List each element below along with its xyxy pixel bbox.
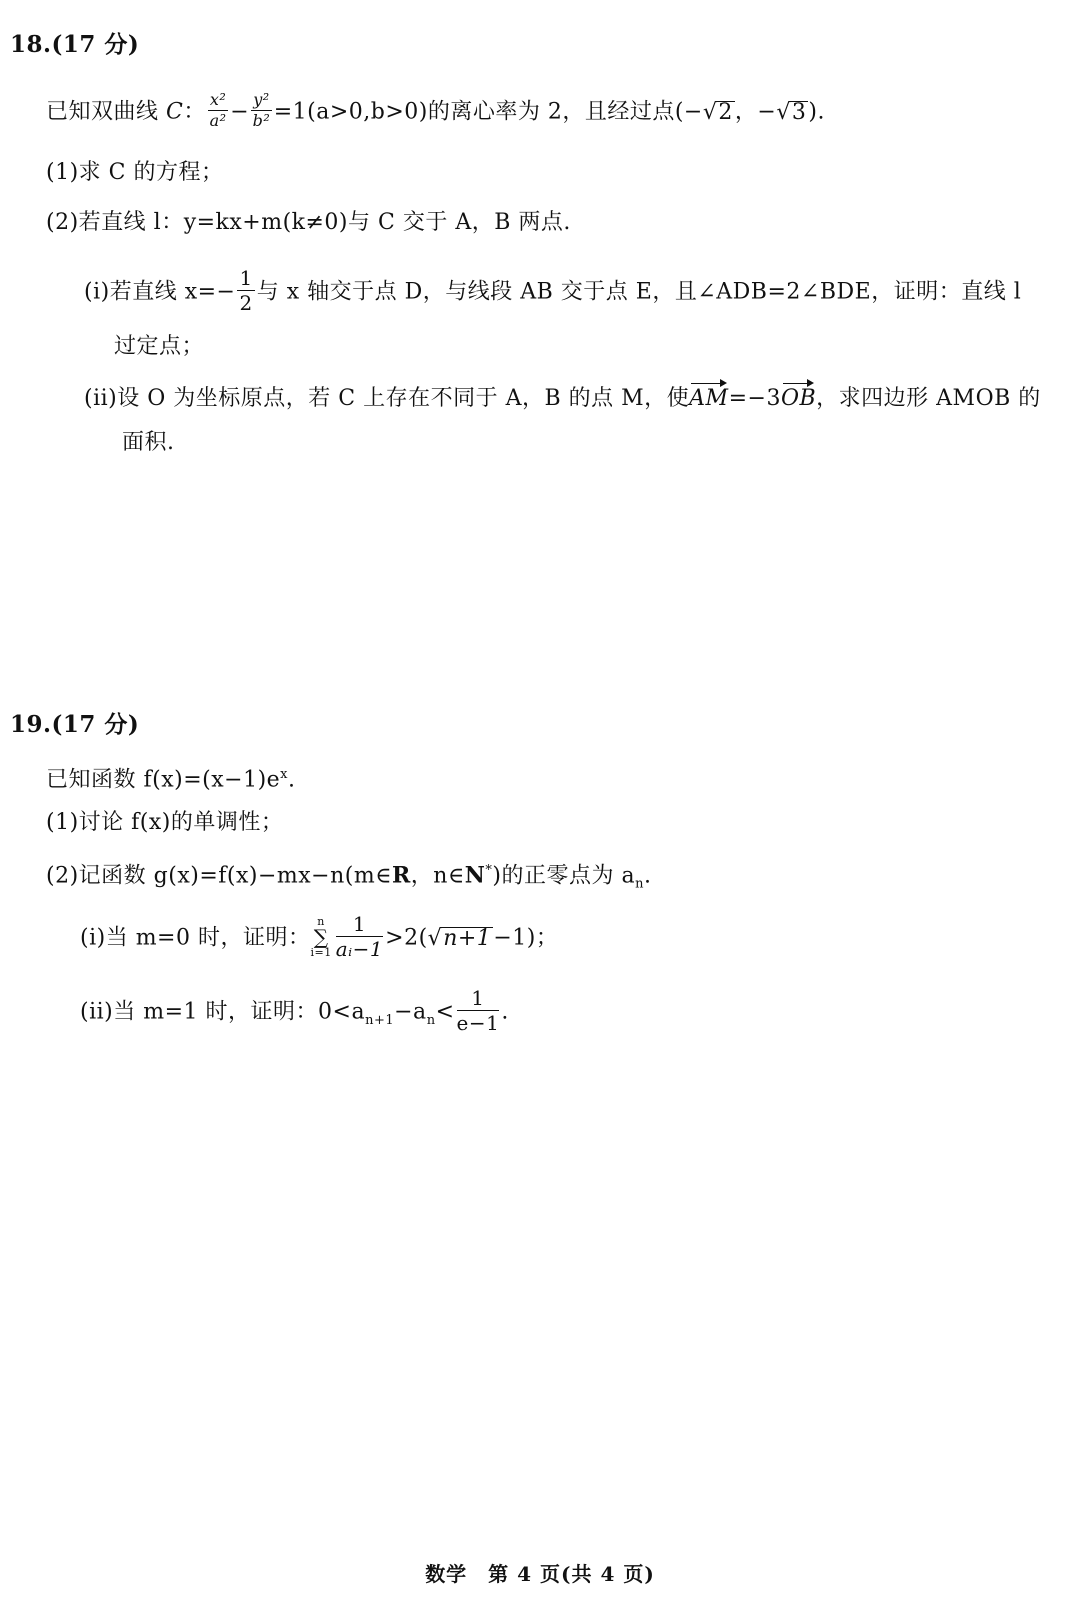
- q18-frac-x-den: a²: [209, 111, 227, 130]
- q18-sqrt3: 3: [791, 99, 807, 125]
- q19-sqrt-n1: n+1: [443, 925, 492, 951]
- q18-part2-ii-mid: =−3: [728, 386, 781, 411]
- q18-header-text: 18.(17 分): [10, 31, 140, 58]
- q19-part2-ii: [80, 986, 509, 1036]
- q19-e-frac: [457, 988, 500, 1033]
- q19-part2-pre: (2)记函数 g(x)=f(x)−mx−n(m∈: [46, 863, 392, 889]
- sigma-upper: n: [317, 914, 325, 928]
- q18-frac-y: [251, 92, 271, 129]
- q18-frac-y-den: b²: [252, 111, 271, 130]
- q18-part1: [46, 158, 223, 188]
- q18-frac-y-num: y²: [253, 90, 270, 109]
- q19-part2-i-end: −1)；: [493, 925, 559, 951]
- q18-half-frac: [237, 268, 254, 313]
- q19-stem-end: .: [288, 767, 296, 793]
- sqrt-icon: √: [427, 925, 443, 951]
- natural-set-symbol: N: [464, 862, 486, 889]
- q19-part1: [46, 808, 283, 838]
- q18-stem-pre: 已知双曲线: [46, 99, 166, 125]
- q18-half-num: 1: [239, 266, 253, 290]
- q18-frac-x: [208, 92, 228, 129]
- q18-part2-ii-pre: (ii)设 O 为坐标原点，若 C 上存在不同于 A，B 的点 M，使: [84, 386, 690, 411]
- q18-part2-i-cont-text: 过定点；: [114, 334, 205, 359]
- q19-sum-frac-num: 1: [336, 914, 383, 937]
- q18-colon: ：: [183, 99, 206, 125]
- q19-stem: [46, 760, 296, 795]
- page-footer-text: 数学 第 4 页(共 4 页): [425, 1562, 655, 1586]
- q19-header: [10, 710, 139, 740]
- q19-part2-end: .: [643, 863, 652, 889]
- q19-part2-ii-mid: −a: [394, 999, 427, 1025]
- q19-sum-frac-den: aᵢ−1: [335, 937, 384, 961]
- q18-part2-text: (2)若直线 l：y=kx+m(k≠0)与 C 交于 A，B 两点.: [46, 210, 571, 235]
- page-footer: [0, 1558, 1080, 1587]
- q19-sub-n1: n+1: [365, 1012, 395, 1028]
- q18-part2-i: [84, 266, 1022, 315]
- sqrt-icon: √: [702, 99, 718, 125]
- q19-part2-sub: n: [635, 876, 644, 892]
- sqrt-icon: √: [776, 99, 791, 125]
- q18-sqrt2: 2: [718, 99, 733, 125]
- q18-frac-x-num: x²: [209, 90, 227, 109]
- q18-half-den: 2: [239, 291, 253, 315]
- q19-lt: <: [435, 999, 455, 1025]
- q19-part2-ii-pre: (ii)当 m=1 时，证明：0<a: [80, 999, 366, 1025]
- q18-part2-i-cont: [114, 332, 204, 362]
- q18-part1-text: (1)求 C 的方程；: [46, 160, 224, 185]
- q19-stem-text: 已知函数 f(x)=(x−1)e: [46, 767, 281, 793]
- q18-stem: [46, 90, 825, 131]
- q19-part2-i: [80, 912, 559, 961]
- q19-e-frac-num: 1: [457, 988, 500, 1011]
- q19-sum-frac: [336, 914, 383, 959]
- q18-comma: ，−: [734, 99, 777, 125]
- summation-icon: [310, 916, 331, 958]
- q19-part2-i-mid: >2(: [385, 925, 428, 951]
- q19-star-sup: *: [485, 863, 493, 878]
- q18-part2-i-post: 与 x 轴交于点 D，与线段 AB 交于点 E，且∠ADB=2∠BDE，证明：直线 l: [256, 279, 1022, 305]
- vector-OB: OB: [781, 380, 816, 414]
- q19-sub-n: n: [426, 1012, 436, 1028]
- q18-part2: [46, 208, 571, 238]
- q18-minus: −: [230, 99, 250, 125]
- q19-header-text: 19.(17 分): [10, 711, 140, 738]
- vector-AM: AM: [689, 380, 728, 414]
- q18-stem-end: ).: [808, 99, 825, 125]
- q18-part2-i-pre: (i)若直线 x=−: [84, 279, 236, 305]
- q18-part2-ii-post: ，求四边形 AMOB 的: [816, 386, 1041, 411]
- q19-part2: [46, 856, 651, 900]
- q19-part2-mid: ，n∈: [410, 863, 465, 889]
- q18-part2-ii-cont: [122, 428, 175, 458]
- q19-part2-post: )的正零点为 a: [492, 863, 636, 889]
- sigma-lower: i=1: [310, 945, 332, 959]
- q19-part2-i-pre: (i)当 m=0 时，证明：: [80, 925, 311, 951]
- q18-curve-name: C: [166, 99, 184, 125]
- sigma-symbol: ∑: [313, 924, 329, 949]
- q18-part2-ii: [84, 380, 1041, 414]
- q18-header: [10, 30, 139, 60]
- q18-stem-mid: =1(a>0,b>0)的离心率为 2，且经过点(−: [273, 99, 703, 125]
- q19-stem-sup: x: [280, 767, 289, 782]
- q19-part1-text: (1)讨论 f(x)的单调性；: [46, 810, 284, 835]
- q19-e-frac-den: e−1: [456, 1011, 500, 1035]
- q19-part2-ii-end: .: [501, 999, 509, 1025]
- real-set-symbol: R: [392, 862, 411, 889]
- q18-part2-ii-cont-text: 面积.: [122, 430, 175, 455]
